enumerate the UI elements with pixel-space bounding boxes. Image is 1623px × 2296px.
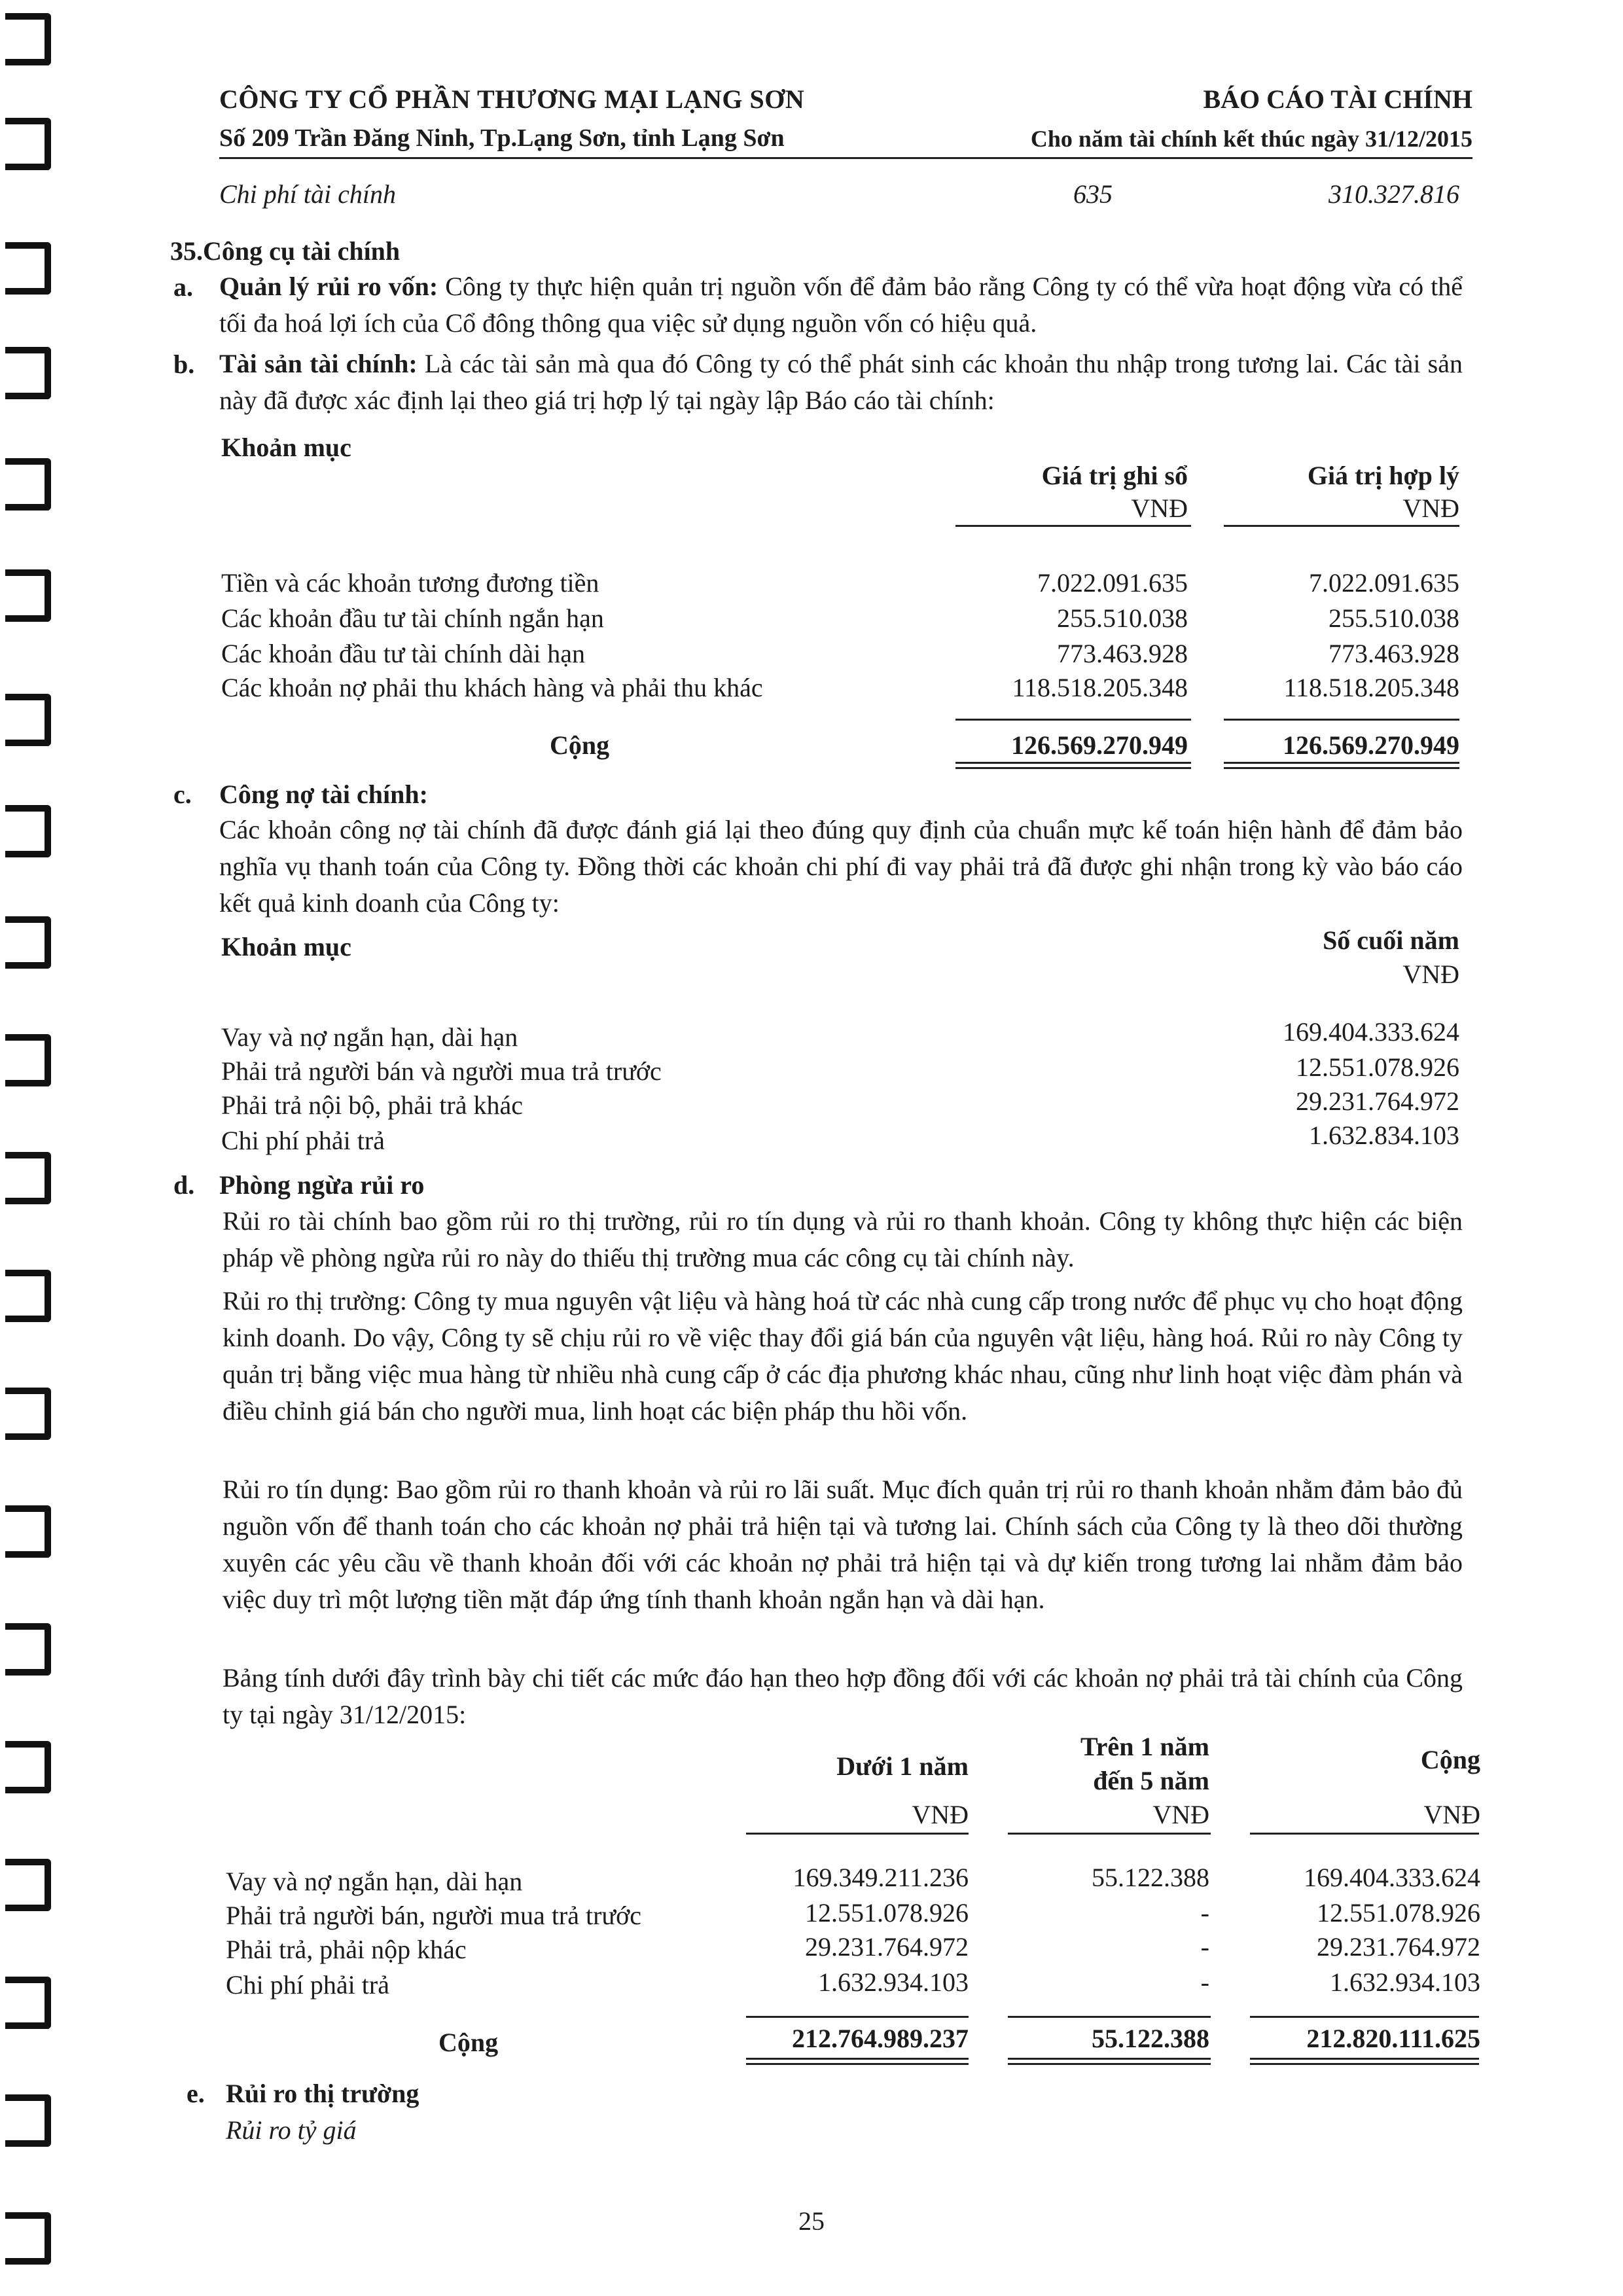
item-c-text: Các khoản công nợ tài chính đã được đánh giá lại theo đúng quy định của chuẩn mực kế toán hiện hành để đảm bảo nghĩa vụ thanh toán của Công ty. Đồng thời các khoản chi phí đi vay phải trả đã được ghi nhận trong kỳ vào báo cáo kết quả kinh doanh của Công ty: (219, 815, 1463, 918)
table-row-label: Chi phí phải trả (226, 1970, 389, 2000)
maturity-col-1to5-a: Trên 1 năm (1080, 1732, 1209, 1761)
item-a-paragraph (219, 268, 1463, 342)
maturity-col-1to5-b: đến 5 năm (1093, 1766, 1209, 1795)
item-c-heading: Công nợ tài chính: (219, 780, 428, 809)
item-d-para-4: Bảng tính dưới đây trình bày chi tiết các mức đáo hạn theo hợp đồng đối với các khoản nợ phải trả tài chính của Công ty tại ngày 31/12/2015: (223, 1663, 1463, 1729)
assets-total-fair: 126.569.270.949 (1283, 730, 1459, 760)
table-cell: 118.518.205.348 (1012, 673, 1188, 702)
maturity-col-lt1: Dưới 1 năm (836, 1751, 969, 1781)
table-cell: 12.551.078.926 (1317, 1898, 1480, 1928)
assets-total-book: 126.569.270.949 (1011, 730, 1188, 760)
table-cell: 118.518.205.348 (1283, 673, 1459, 702)
liab-col-end: Số cuối năm (1323, 925, 1459, 955)
table-cell: 7.022.091.635 (1037, 568, 1188, 598)
table-cell: 7.022.091.635 (1309, 568, 1459, 598)
maturity-total-total: 212.820.111.625 (1306, 2024, 1480, 2053)
table-cell: 12.551.078.926 (805, 1898, 969, 1928)
item-d-marker: d. (173, 1170, 195, 1200)
maturity-col-total: Cộng (1420, 1745, 1480, 1774)
item-a-marker: a. (173, 272, 193, 302)
table-cell: - (1200, 1932, 1209, 1962)
table-row-label: Tiền và các khoản tương đương tiền (221, 568, 599, 598)
item-e-heading: Rủi ro thị trường (226, 2079, 419, 2108)
table-cell: 169.349.211.236 (793, 1863, 969, 1892)
report-period: Cho năm tài chính kết thúc ngày 31/12/2015 (1030, 126, 1472, 152)
table-cell: 29.231.764.972 (805, 1932, 969, 1962)
table-row-label: Vay và nợ ngắn hạn, dài hạn (226, 1867, 523, 1896)
maturity-total-lt1: 212.764.989.237 (792, 2024, 969, 2053)
assets-unit-book: VNĐ (1131, 493, 1188, 523)
assets-col-fair: Giá trị hợp lý (1307, 461, 1459, 490)
assets-col-book: Giá trị ghi sổ (1041, 461, 1188, 490)
table-cell: 255.510.038 (1329, 603, 1459, 633)
binding-edge (0, 0, 59, 2296)
maturity-total-label: Cộng (438, 2028, 499, 2057)
header-rule (219, 157, 1472, 159)
assets-col-item: Khoản mục (221, 433, 351, 462)
item-c-marker: c. (173, 780, 192, 809)
item-b-heading: Tài sản tài chính: (219, 349, 418, 378)
maturity-unit-mid: VNĐ (1152, 1800, 1209, 1829)
item-b-paragraph (219, 346, 1463, 419)
table-cell: - (1200, 1967, 1209, 1997)
item-d-para-2: Rủi ro thị trường: Công ty mua nguyên vật liệu và hàng hoá từ các nhà cung cấp trong nước để phục vụ cho hoạt động kinh doanh. Do vậy, Công ty sẽ chịu rủi ro về việc thay đổi giá bán của nguyên vật liệu, hàng hoá. Rủi ro này Công ty quản trị bằng việc mua hàng từ nhiều nhà cung cấp ở các địa phương khác nhau, cũng như linh hoạt việc đàm phán và điều chỉnh giá bán cho người mua, linh hoạt các biện pháp thu hồi vốn. (223, 1286, 1463, 1426)
table-row-label: Các khoản nợ phải thu khách hàng và phải thu khác (221, 673, 763, 702)
table-cell: 773.463.928 (1329, 639, 1459, 668)
table-cell: 29.231.764.972 (1317, 1932, 1480, 1962)
item-d-para-1: Rủi ro tài chính bao gồm rủi ro thị trường, rủi ro tín dụng và rủi ro thanh khoản. Công ty không thực hiện các biện pháp về phòng ngừa rủi ro này do thiếu thị trường mua các công cụ tài chính này. (223, 1206, 1463, 1272)
top-row-label: Chi phí tài chính (219, 179, 396, 209)
table-row-label: Vay và nợ ngắn hạn, dài hạn (221, 1022, 518, 1052)
page-number: 25 (798, 2206, 825, 2236)
table-row-label: Các khoản đầu tư tài chính dài hạn (221, 639, 585, 668)
item-a-text: Công ty thực hiện quản trị nguồn vốn để đảm bảo rằng Công ty có thể vừa hoạt động vừa có thể tối đa hoá lợi ích của Cổ đông thông qua việc sử dụng nguồn vốn có hiệu quả. (219, 272, 1463, 338)
company-name: CÔNG TY CỔ PHẦN THƯƠNG MẠI LẠNG SƠN (219, 84, 805, 114)
table-row-label: Chi phí phải trả (221, 1126, 385, 1155)
item-d-para-3: Rủi ro tín dụng: Bao gồm rủi ro thanh khoản và rủi ro lãi suất. Mục đích quản trị rủi ro thanh khoản nhằm đảm bảo đủ nguồn vốn để thanh toán cho các khoản nợ phải trả hiện tại và tương lai. Chính sách của Công ty là theo dõi thường xuyên các yêu cầu về thanh khoản đối với các khoản nợ phải trả hiện tại và dự kiến trong tương lai nhằm đảm bảo việc duy trì một lượng tiền mặt đáp ứng tính thanh khoản ngắn hạn và dài hạn. (223, 1475, 1463, 1614)
top-row-code: 635 (1073, 179, 1113, 209)
item-a-heading: Quản lý rủi ro vốn: (219, 272, 438, 301)
assets-total-label: Cộng (550, 730, 610, 760)
table-cell: 1.632.934.103 (1330, 1967, 1480, 1997)
item-d-heading: Phòng ngừa rủi ro (219, 1170, 425, 1200)
section-title: 35.Công cụ tài chính (170, 236, 401, 266)
liab-unit: VNĐ (1402, 960, 1459, 989)
table-cell: 29.231.764.972 (1296, 1086, 1459, 1116)
table-row-label: Phải trả người bán và người mua trả trước (221, 1056, 662, 1086)
table-row-label: Phải trả nội bộ, phải trả khác (221, 1090, 523, 1120)
assets-unit-fair: VNĐ (1402, 493, 1459, 523)
table-cell: 255.510.038 (1057, 603, 1188, 633)
table-cell: 55.122.388 (1092, 1863, 1209, 1892)
table-cell: 1.632.934.103 (818, 1967, 969, 1997)
report-title: BÁO CÁO TÀI CHÍNH (1203, 84, 1472, 114)
maturity-unit-lt1: VNĐ (912, 1800, 969, 1829)
table-row-label: Phải trả, phải nộp khác (226, 1935, 467, 1964)
table-cell: 169.404.333.624 (1304, 1863, 1480, 1892)
top-row-value: 310.327.816 (1329, 179, 1459, 209)
item-e-sub: Rủi ro tỷ giá (226, 2115, 357, 2145)
company-address: Số 209 Trần Đăng Ninh, Tp.Lạng Sơn, tỉnh Lạng Sơn (219, 124, 785, 152)
table-cell: 12.551.078.926 (1296, 1052, 1459, 1082)
item-b-text: Là các tài sản mà qua đó Công ty có thể phát sinh các khoản thu nhập trong tương lai. Các tài sản này đã được xác định lại theo giá trị hợp lý tại ngày lập Báo cáo tài chính: (219, 349, 1463, 415)
table-cell: - (1200, 1898, 1209, 1928)
item-e-marker: e. (187, 2079, 205, 2108)
table-cell: 773.463.928 (1057, 639, 1188, 668)
table-cell: 1.632.834.103 (1309, 1121, 1459, 1150)
item-b-marker: b. (173, 350, 195, 379)
maturity-unit-total: VNĐ (1423, 1800, 1480, 1829)
liab-col-item: Khoản mục (221, 932, 351, 961)
table-cell: 169.404.333.624 (1283, 1017, 1459, 1047)
table-row-label: Phải trả người bán, người mua trả trước (226, 1901, 642, 1930)
table-row-label: Các khoản đầu tư tài chính ngắn hạn (221, 603, 604, 633)
maturity-total-mid: 55.122.388 (1092, 2024, 1209, 2053)
